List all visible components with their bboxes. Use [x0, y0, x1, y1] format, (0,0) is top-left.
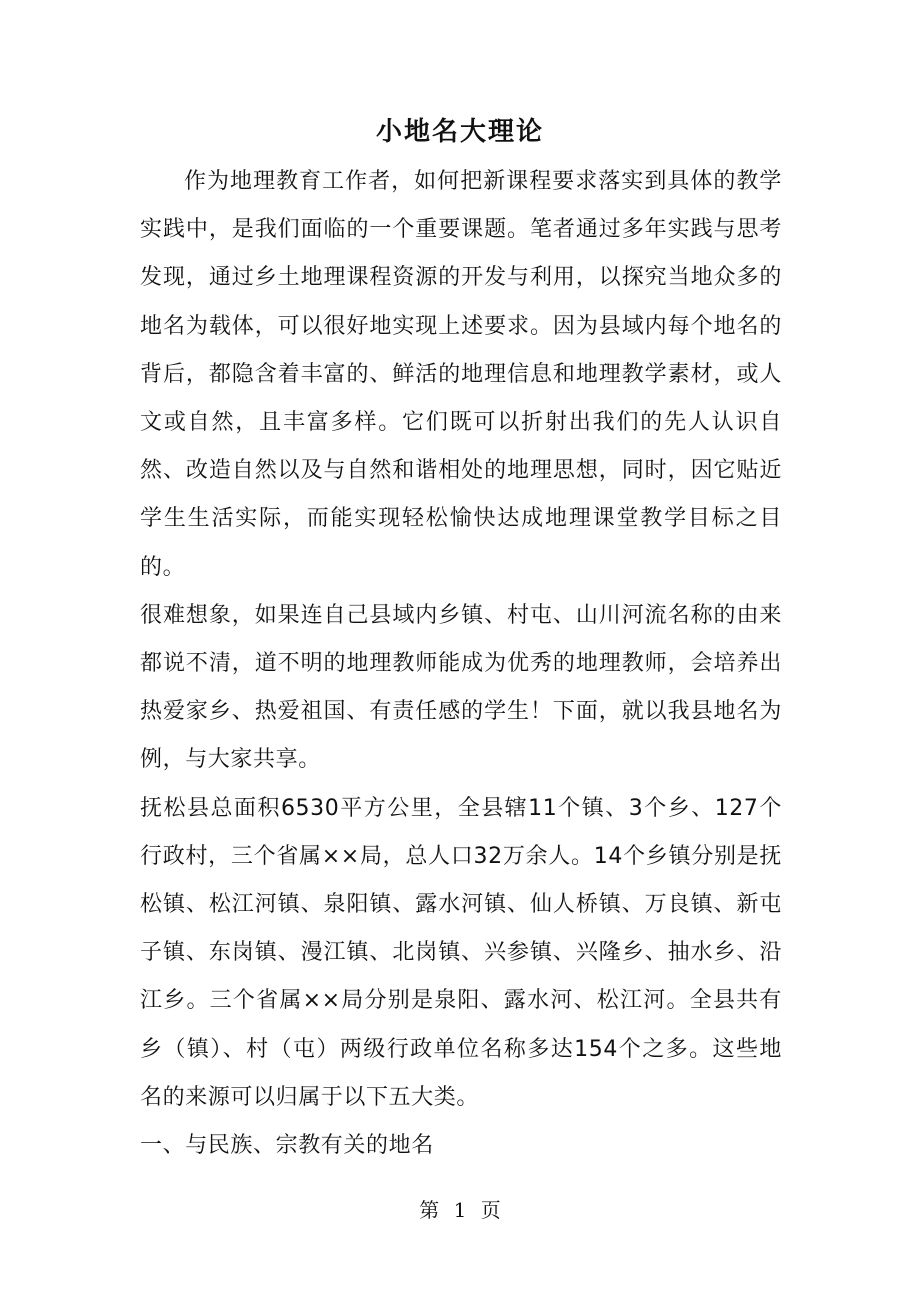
paragraph-reflection: 很难想象，如果连自己县域内乡镇、村屯、山川河流名称的由来都说不清，道不明的地理教师能成为优秀的地理教师，会培养出热爱家乡、热爱祖国、有责任感的学生！下面，就以我县地名为例，与大家共享。 — [140, 602, 782, 773]
paragraph-county-overview: 抚松县总面积6530平方公里，全县辖11个镇、3个乡、127个行政村，三个省属××局，总人口32万余人。14个乡镇分别是抚松镇、松江河镇、泉阳镇、露水河镇、仙人桥镇、万良镇、新屯子镇、东岗镇、漫江镇、北岗镇、兴参镇、兴隆乡、抽水乡、沿江乡。三个省属××局分别是泉阳、露水河、松江河。全县共有乡（镇）、村（屯）两级行政单位名称多达154个之多。这些地名的来源可以归属于以下五大类。 — [140, 795, 782, 1110]
page-label-suffix: 页 — [480, 1198, 501, 1222]
page-number: 1 — [453, 1198, 467, 1222]
section-heading-ethnic-religious: 一、与民族、宗教有关的地名 — [140, 1133, 434, 1159]
document-body — [140, 158, 782, 1170]
page-label-prefix: 第 — [419, 1198, 440, 1222]
paragraph-intro: 作为地理教育工作者，如何把新课程要求落实到具体的教学实践中，是我们面临的一个重要课题。笔者通过多年实践与思考发现，通过乡土地理课程资源的开发与利用，以探究当地众多的地名为载体，可以很好地实现上述要求。因为县域内每个地名的背后，都隐含着丰富的、鲜活的地理信息和地理教学素材，或人文或自然，且丰富多样。它们既可以折射出我们的先人认识自然、改造自然以及与自然和谐相处的地理思想，同时，因它贴近学生生活实际，而能实现轻松愉快达成地理课堂教学目标之目的。 — [140, 169, 782, 580]
page-footer — [0, 1192, 920, 1228]
document-title: 小地名大理论 — [375, 117, 544, 147]
